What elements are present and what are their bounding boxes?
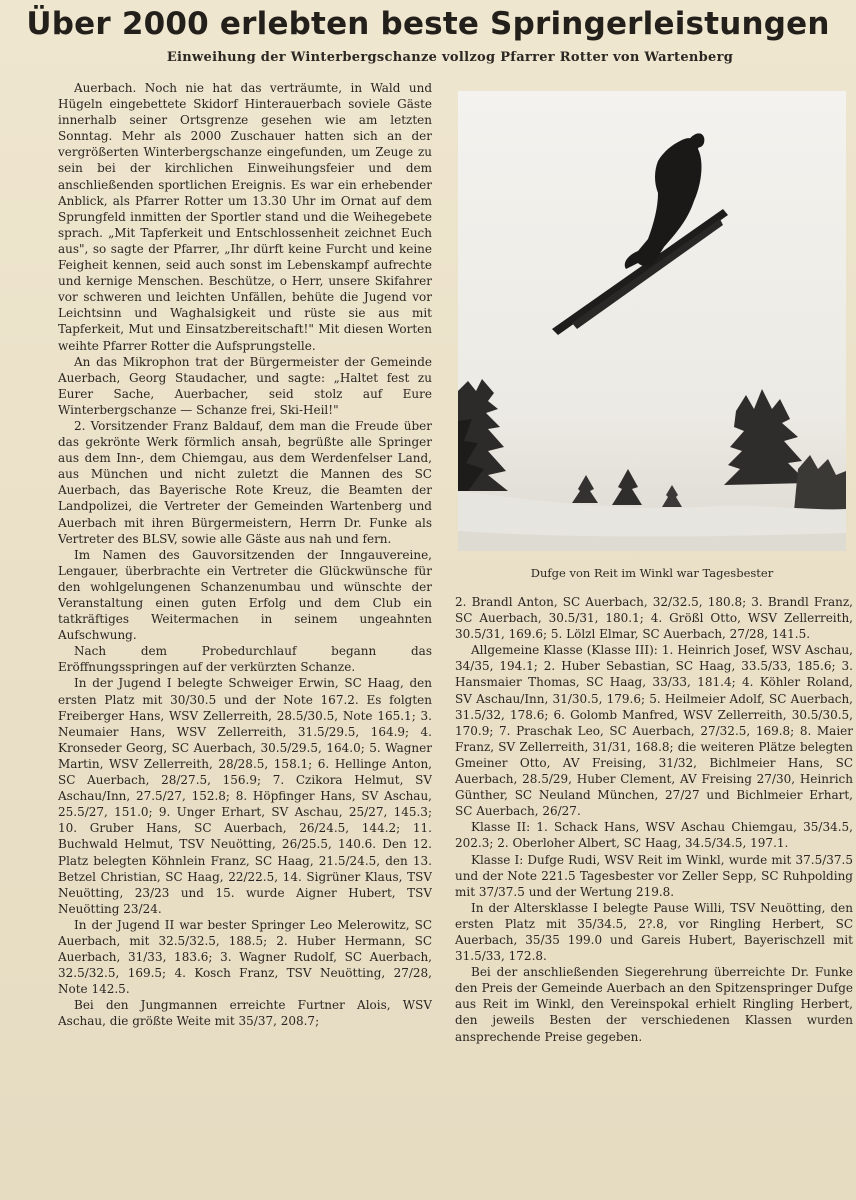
paragraph: Klasse I: Dufge Rudi, WSV Reit im Winkl, wurde mit 37.5/37.5 und der Note 221.5 Tagesbester vor Zeller Sepp, SC Ruhpolding mit 37/37.5 und der Wertung 219.8. bbox=[455, 852, 853, 899]
paragraph: In der Jugend II war bester Springer Leo Melerowitz, SC Auerbach, mit 32.5/32.5, 188.5; 2. Huber Hermann, SC Auerbach, 31/33, 183.6; 3. Wagner Rudolf, SC Auerbach, 32.5/32.5, 169.5; 4. Kosch Franz, TSV Neuötting, 27/28, Note 142.5. bbox=[58, 917, 432, 997]
left-text-column bbox=[58, 80, 432, 1196]
paragraph: An das Mikrophon trat der Bürgermeister der Gemeinde Auerbach, Georg Staudacher, und sagte: „Haltet fest zu Eurer Sache, Auerbacher, seid stolz auf Eure Winterbergschanze — Schanze frei, Ski-Heil!" bbox=[58, 354, 432, 417]
paragraph: Bei der anschließenden Siegerehrung überreichte Dr. Funke den Preis der Gemeinde Auerbach an den Spitzenspringer Dufge aus Reit im Winkl, den Vereinspokal erhielt Ringling Herbert, den jeweils Besten der verschiedenen Klassen wurden ansprechende Preise gegeben. bbox=[455, 965, 853, 1044]
right-text-column bbox=[455, 594, 853, 1198]
ski-jumper-illustration bbox=[458, 91, 846, 551]
photo-caption: Dufge von Reit im Winkl war Tagesbester bbox=[530, 566, 774, 580]
paragraph: 2. Brandl Anton, SC Auerbach, 32/32.5, 180.8; 3. Brandl Franz, SC Auerbach, 30.5/31, 180.1; 4. Größl Otto, WSV Zellerreith, 30.5/31, 169.6; 5. Lölzl Elmar, SC Auerbach, 27/28, 141.5. bbox=[455, 595, 853, 642]
paragraph: Allgemeine Klasse (Klasse III): 1. Heinrich Josef, WSV Aschau, 34/35, 194.1; 2. Huber Sebastian, SC Haag, 33.5/33, 185.6; 3. Hansmaier Thomas, SC Haag, 33/33, 181.4; 4. Köhler Roland, SV Aschau/Inn, 31/30.5, 179.6; 5. Heilmeier Adolf, SC Auerbach, 31.5/32, 178.6; 6. Golomb Manfred, WSV Zellerreith, 30.5/30.5, 170.9; 7. Praschak Leo, SC Auerbach, 27/32.5, 169.8; 8. Maier Franz, SV Zellerreith, 31/31, 168.8; die weiteren Plätze belegten Gmeiner Otto, AV Freising, 31/32, Bichlmeier Hans, SC Auerbach, 28.5/29, Huber Clement, AV Freising 27/30, Heinrich Günther, SC Neuland München, 27/27 und Bichlmeier Erhart, SC Auerbach, 26/27. bbox=[455, 643, 853, 819]
paragraph: In der Altersklasse I belegte Pause Willi, TSV Neuötting, den ersten Platz mit 35/34.5, 2?.8, vor Ringling Herbert, SC Auerbach, 35/35 199.0 und Gareis Hubert, Bayerischzell mit 31.5/33, 172.8. bbox=[455, 900, 853, 964]
paragraph: Klasse II: 1. Schack Hans, WSV Aschau Chiemgau, 35/34.5, 202.3; 2. Oberloher Albert, SC Haag, 34.5/34.5, 197.1. bbox=[455, 820, 853, 851]
paragraph: Bei den Jungmannen erreichte Furtner Alois, WSV Aschau, die größte Weite mit 35/37, 208.7; bbox=[58, 998, 432, 1029]
paragraph: Nach dem Probedurchlauf begann das Eröffnungsspringen auf der verkürzten Schanze. bbox=[58, 644, 432, 675]
paragraph: In der Jugend I belegte Schweiger Erwin, SC Haag, den ersten Platz mit 30/30.5 und der Note 167.2. Es folgten Freiberger Hans, WSV Zellerreith, 28.5/30.5, Note 165.1; 3. Neumaier Hans, WSV Zellerreith, 31.5/29.5, 164.9; 4. Kronseder Georg, SC Auerbach, 30.5/29.5, 164.0; 5. Wagner Martin, WSV Zellerreith, 28/28.5, 158.1; 6. Hellinge Anton, SC Auerbach, 28/27.5, 156.9; 7. Czikora Helmut, SV Aschau/Inn, 27.5/27, 152.8; 8. Höpfinger Hans, SV Aschau, 25.5/27, 151.0; 9. Unger Erhart, SV Aschau, 25/27, 145.3; 10. Gruber Hans, SC Auerbach, 26/24.5, 144.2; 11. Buchwald Helmut, TSV Neuötting, 26/25.5, 140.6. Den 12. Platz belegten Köhnlein Franz, SC Haag, 21.5/24.5, den 13. Betzel Christian, SC Haag, 22/22.5, 14. Sigrüner Klaus, TSV Neuötting, 23/23 und 15. wurde Aigner Hubert, TSV Neuötting 23/24. bbox=[58, 676, 432, 916]
ski-jumper-photo bbox=[458, 91, 846, 551]
headline: Über 2000 erlebten beste Springerleistungen bbox=[26, 6, 830, 42]
subheadline: Einweihung der Winterbergschanze vollzog Pfarrer Rotter von Wartenberg bbox=[166, 50, 734, 65]
paragraph: 2. Vorsitzender Franz Baldauf, dem man die Freude über das gekrönte Werk förmlich ansah, begrüßte alle Springer aus dem Inn-, dem Chiemgau, aus dem Werdenfelser Land, aus München und nicht zuletzt die Mannen des SC Auerbach, das Bayerische Rote Kreuz, die Beamten der Landpolizei, die Vertreter der Gemeinden Wartenberg und Auerbach mit ihren Bürgermeistern, Herrn Dr. Funke als Vertreter des BLSV, sowie alle Gäste aus nah und fern. bbox=[58, 418, 432, 546]
paragraph: Im Namen des Gauvorsitzenden der Inngauvereine, Lengauer, überbrachte ein Vertreter die Glückwünsche für den wohlgelungenen Schanzenumbau und wünschte der Veranstaltung einen guten Erfolg und dem Club ein tatkräftiges Weitermachen in seinem ungeahnten Aufschwung. bbox=[58, 547, 432, 643]
paragraph: Auerbach. Noch nie hat das verträumte, in Wald und Hügeln eingebettete Skidorf Hinterauerbach soviele Gäste innerhalb seiner Ortsgrenze gesehen wie am letzten Sonntag. Mehr als 2000 Zuschauer hatten sich an der vergrößerten Winterbergschanze eingefunden, um Zeuge zu sein bei der kirchlichen Einweihungsfeier und dem anschließenden sportlichen Ereignis. Es war ein erhebender Anblick, als Pfarrer Rotter um 13.30 Uhr im Ornat auf dem Sprungfeld inmitten der Sportler stand und die Weihegebete sprach. „Mit Tapferkeit und Entschlossenheit zeichnet Euch aus", so sagte der Pfarrer, „Ihr dürft keine Furcht und keine Feigheit kennen, seid auch sonst im Lebenskampf aufrechte und kernige Menschen. Beschütze, o Herr, unsere Skifahrer vor schweren und leichten Unfällen, behüte die Jugend vor Leichtsinn und Waghalsigkeit und rüste sie aus mit Tapferkeit, Mut und Einsatzbereitschaft!" Mit diesen Worten weihte Pfarrer Rotter die Aufsprungstelle. bbox=[58, 81, 432, 353]
